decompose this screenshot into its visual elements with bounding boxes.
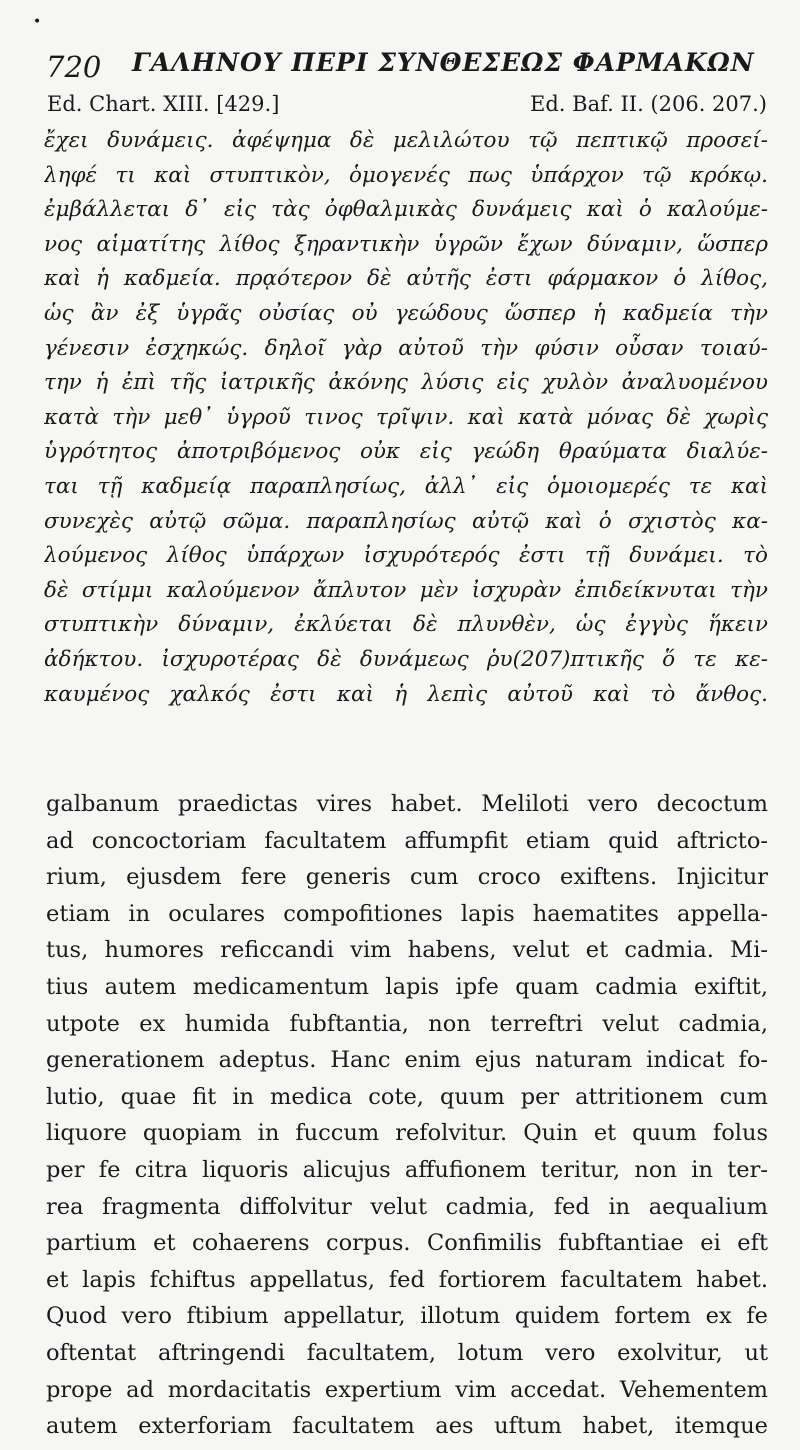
greek-text-line: ἀδήκτου. ἰσχυροτέρας δὲ δυνάμεως ῥυ(207)πτικῆς ὅ τε κε- — [44, 646, 768, 672]
greek-text-block — [44, 124, 768, 712]
greek-text-line: κατὰ τὴν μεθ᾽ ὑγροῦ τινος τρῖψιν. καὶ κατὰ μόνας δὲ χωρὶς — [44, 404, 768, 430]
latin-text-line: liquore quopiam in fuccum refolvitur. Quin et quum folus — [46, 1120, 768, 1147]
greek-text-line: στυπτικὴν δύναμιν, ἐκλύεται δὲ πλυνθὲν, ὡς ἐγγὺς ἥκειν — [44, 612, 768, 638]
greek-text-line: την ἡ ἐπὶ τῆς ἰατρικῆς ἀκόνης λύσις εἰς χυλὸν ἀναλυομένου — [44, 370, 768, 396]
edition-basel-reference: Ed. Baf. II. (206. 207.) — [530, 92, 767, 116]
latin-text-block — [46, 786, 768, 1445]
latin-text-line: ad concoctoriam facultatem affumpfit etiam quid aftricto- — [46, 827, 768, 854]
ink-speck: • — [33, 14, 42, 30]
latin-text-line: rea fragmenta diffolvitur velut cadmia, fed in aequalium — [46, 1193, 768, 1220]
greek-text-line: νος αἱματίτης λίθος ξηραντικὴν ὑγρῶν ἔχων δύναμιν, ὥσπερ — [44, 231, 768, 257]
latin-text-line: generationem adeptus. Hanc enim ejus naturam indicat fo- — [46, 1047, 768, 1074]
latin-text-line: tius autem medicamentum lapis ipfe quam cadmia exiftit, — [46, 973, 768, 1000]
edition-reference-line — [47, 92, 767, 122]
greek-text-line: ὑγρότητος ἀποτριβόμενος οὐκ εἰς γεώδη θραύματα διαλύε- — [44, 439, 768, 465]
greek-text-line: ἐμβάλλεται δ᾽ εἰς τὰς ὀφθαλμικὰς δυνάμεις καὶ ὁ καλούμε- — [44, 197, 768, 223]
greek-text-line: καυμένος χαλκός ἐστι καὶ ἡ λεπὶς αὐτοῦ καὶ τὸ ἄνθος. — [44, 681, 768, 707]
greek-text-line: ὡς ἂν ἐξ ὑγρᾶς οὐσίας οὐ γεώδους ὥσπερ ἡ καδμεία τὴν — [44, 300, 768, 326]
latin-text-line: Quod vero ftibium appellatur, illotum quidem fortem ex fe — [46, 1303, 768, 1330]
latin-text-line: oftentat aftringendi facultatem, lotum vero exolvitur, ut — [46, 1339, 768, 1366]
running-head — [42, 44, 755, 86]
latin-text-line: rium, ejusdem fere generis cum croco exiftens. Injicitur — [46, 864, 768, 891]
latin-text-line: etiam in oculares compofitiones lapis haematites appella- — [46, 900, 768, 927]
latin-text-line: et lapis fchiftus appellatus, fed fortiorem facultatem habet. — [46, 1266, 768, 1293]
edition-chartier-reference: Ed. Chart. XIII. [429.] — [47, 92, 280, 116]
page-number: 720 — [46, 50, 102, 84]
latin-text-line: lutio, quae fit in medica cote, quum per attritionem cum — [46, 1083, 768, 1110]
greek-text-line: ληφέ τι καὶ στυπτικὸν, ὁμογενές πως ὑπάρχον τῷ κρόκῳ. — [44, 162, 768, 188]
latin-text-line: per fe citra liquoris alicujus affufionem teritur, non in ter- — [46, 1156, 768, 1183]
latin-text-line: prope ad mordacitatis expertium vim accedat. Vehementem — [46, 1376, 768, 1403]
latin-text-line: utpote ex humida fubftantia, non terreftri velut cadmia, — [46, 1010, 768, 1037]
running-title: ΓΑΛΗΝΟΥ ΠΕΡΙ ΣΥΝΘΕΣΕΩΣ ΦΑΡΜΑΚΩΝ — [132, 48, 755, 77]
greek-text-line: ται τῇ καδμείᾳ παραπλησίως, ἀλλ᾽ εἰς ὁμοιομερές τε καὶ — [44, 473, 768, 499]
latin-text-line: galbanum praedictas vires habet. Meliloti vero decoctum — [46, 791, 768, 817]
greek-text-line: γένεσιν ἐσχηκώς. δηλοῖ γὰρ αὐτοῦ τὴν φύσιν οὖσαν τοιαύ- — [44, 335, 768, 361]
greek-text-line: συνεχὲς αὐτῷ σῶμα. παραπλησίως αὐτῷ καὶ ὁ σχιστὸς κα- — [44, 508, 768, 534]
greek-text-line: δὲ στίμμι καλούμενον ἄπλυτον μὲν ἰσχυρὰν ἐπιδείκνυται τὴν — [44, 577, 768, 603]
greek-text-line: λούμενος λίθος ὑπάρχων ἰσχυρότερός ἐστι τῇ δυνάμει. τὸ — [44, 543, 768, 569]
greek-text-line: καὶ ἡ καδμεία. πρᾳότερον δὲ αὐτῆς ἐστι φάρμακον ὁ λίθος, — [44, 266, 768, 292]
latin-text-line: autem exterforiam facultatem aes uftum habet, itemque — [46, 1413, 768, 1440]
latin-text-line: partium et cohaerens corpus. Confimilis fubftantiae ei eft — [46, 1230, 768, 1257]
latin-text-line: tus, humores reficcandi vim habens, velut et cadmia. Mi- — [46, 937, 768, 964]
greek-text-line: ἔχει δυνάμεις. ἀφέψημα δὲ μελιλώτου τῷ πεπτικῷ προσεί- — [44, 128, 768, 153]
